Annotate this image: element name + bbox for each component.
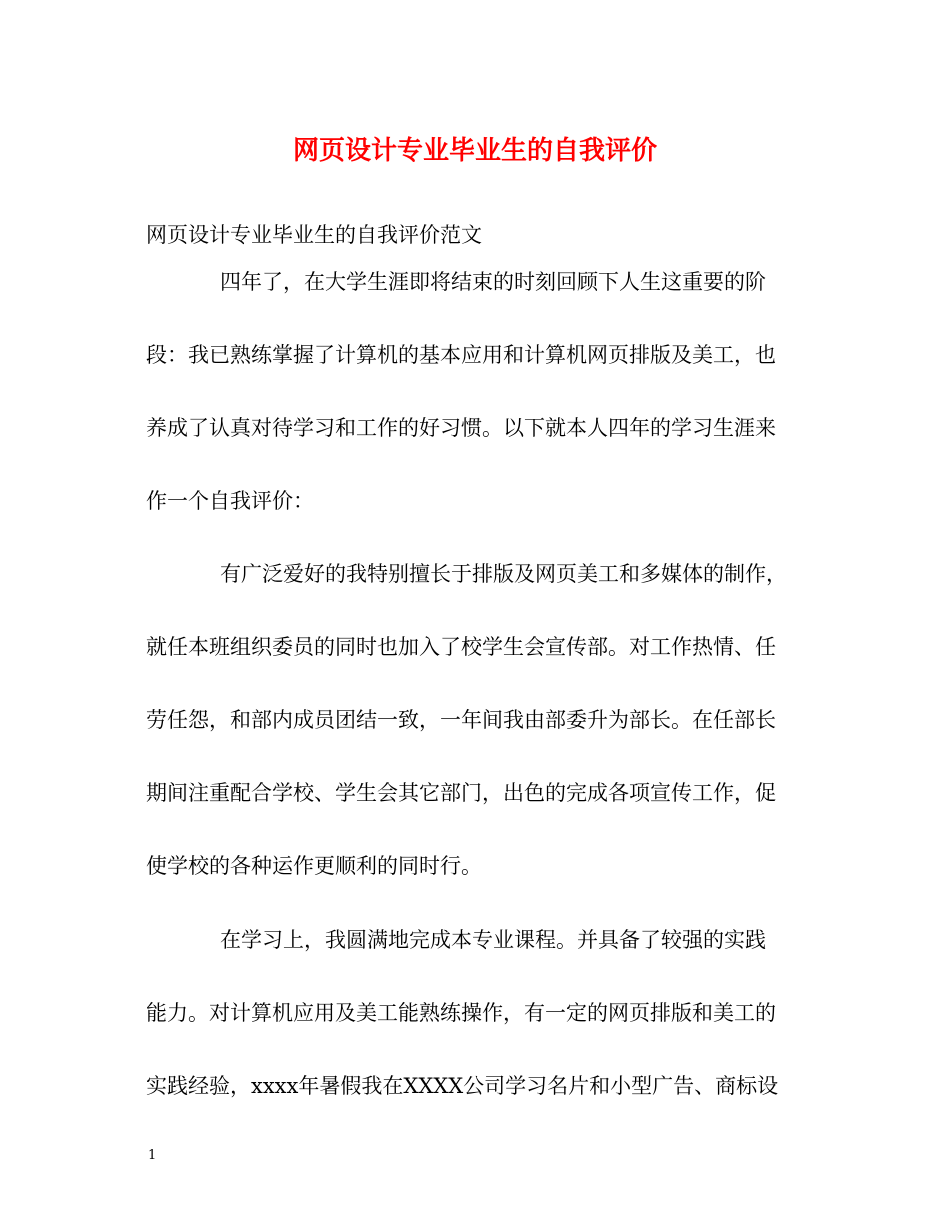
paragraph-2-line-2: 就任本班组织委员的同时也加入了校学生会宣传部。对工作热情、任 — [146, 635, 776, 659]
paragraph-3-line-3: 实践经验，xxxx年暑假我在XXXX公司学习名片和小型广告、商标设 — [146, 1074, 779, 1098]
paragraph-2-line-1: 有广泛爱好的我特别擅长于排版及网页美工和多媒体的制作， — [220, 562, 787, 586]
paragraph-1-line-4: 作一个自我评价： — [146, 489, 314, 513]
paragraph-1-line-3: 养成了认真对待学习和工作的好习惯。以下就本人四年的学习生涯来 — [146, 416, 776, 440]
document-subtitle: 网页设计专业毕业生的自我评价范文 — [146, 223, 482, 247]
paragraph-2-line-5: 使学校的各种运作更顺利的同时行。 — [146, 854, 482, 878]
page-number: 1 — [148, 1148, 157, 1163]
paragraph-2 — [146, 538, 806, 903]
paragraph-3-line-1: 在学习上，我圆满地完成本专业课程。并具备了较强的实践 — [220, 928, 766, 952]
paragraph-1-line-2: 段：我已熟练掌握了计算机的基本应用和计算机网页排版及美工，也 — [146, 343, 776, 367]
paragraph-3-line-2: 能力。对计算机应用及美工能熟练操作，有一定的网页排版和美工的 — [146, 1001, 776, 1025]
paragraph-2-line-3: 劳任怨，和部内成员团结一致，一年间我由部委升为部长。在任部长 — [146, 708, 776, 732]
paragraph-3 — [146, 904, 806, 1123]
paragraph-2-line-4: 期间注重配合学校、学生会其它部门，出色的完成各项宣传工作，促 — [146, 781, 776, 805]
paragraph-1 — [146, 246, 806, 538]
paragraph-1-line-1: 四年了，在大学生涯即将结束的时刻回顾下人生这重要的阶 — [220, 270, 766, 294]
page-title: 网页设计专业毕业生的自我评价 — [292, 136, 657, 166]
